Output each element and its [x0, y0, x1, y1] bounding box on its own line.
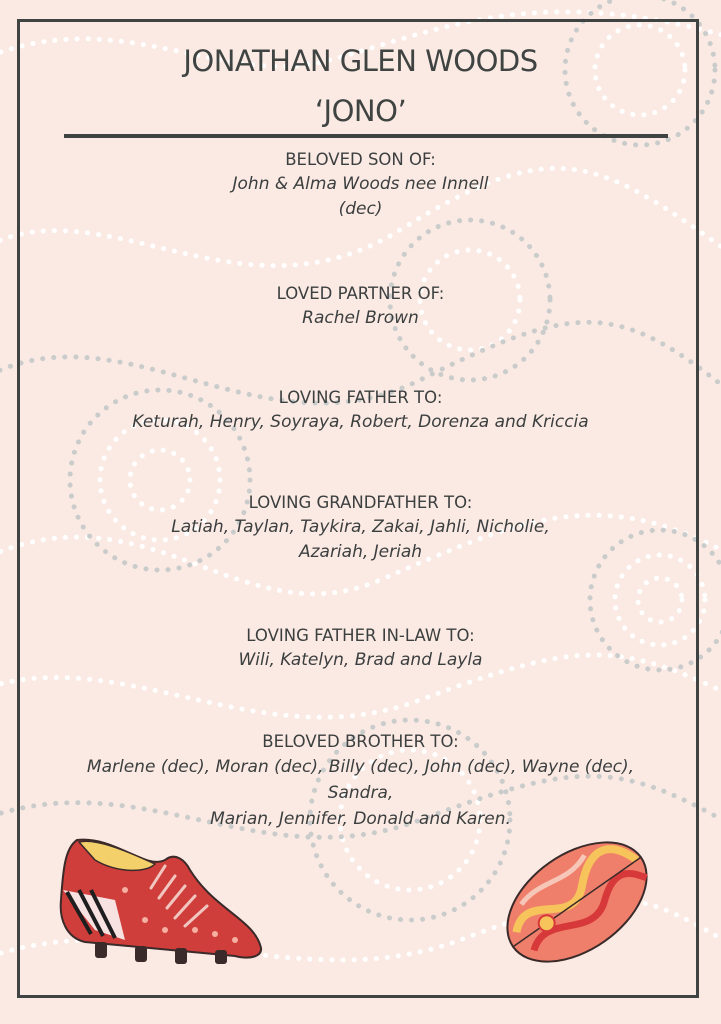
section-heading: BELOVED SON OF:: [285, 150, 436, 169]
section-names: John & Alma Woods nee Innell (dec): [232, 174, 489, 219]
section-father-in-law-to: [20, 624, 701, 673]
section-father-to: [20, 386, 701, 435]
section-grandfather-to: [20, 491, 701, 565]
section-names: Rachel Brown: [302, 308, 419, 328]
section-names: Marlene (dec), Moran (dec), Billy (dec), John (dec), Wayne (dec), Sandra, Marian, Jennifer, Donald and Karen.: [86, 757, 635, 829]
section-names: Keturah, Henry, Soyraya, Robert, Dorenza and Kriccia: [132, 412, 589, 432]
section-heading: LOVING FATHER TO:: [278, 388, 443, 407]
section-heading: LOVING FATHER IN-LAW TO:: [246, 626, 475, 645]
section-heading: BELOVED BROTHER TO:: [262, 732, 459, 751]
title-divider: [64, 134, 668, 138]
football-boot-icon: [55, 830, 267, 970]
section-son-of: [20, 148, 701, 222]
deceased-name: JONATHAN GLEN WOODS: [183, 44, 538, 78]
section-brother-to: [20, 730, 701, 832]
section-heading: LOVING GRANDFATHER TO:: [248, 493, 473, 512]
football-icon: [500, 832, 655, 972]
section-heading: LOVED PARTNER OF:: [276, 284, 445, 303]
section-names: Wili, Katelyn, Brad and Layla: [238, 650, 483, 670]
section-names: Latiah, Taylan, Taykira, Zakai, Jahli, Nicholie, Azariah, Jeriah: [171, 517, 550, 562]
section-partner-of: [20, 282, 701, 331]
deceased-nickname: ‘JONO’: [314, 94, 407, 128]
